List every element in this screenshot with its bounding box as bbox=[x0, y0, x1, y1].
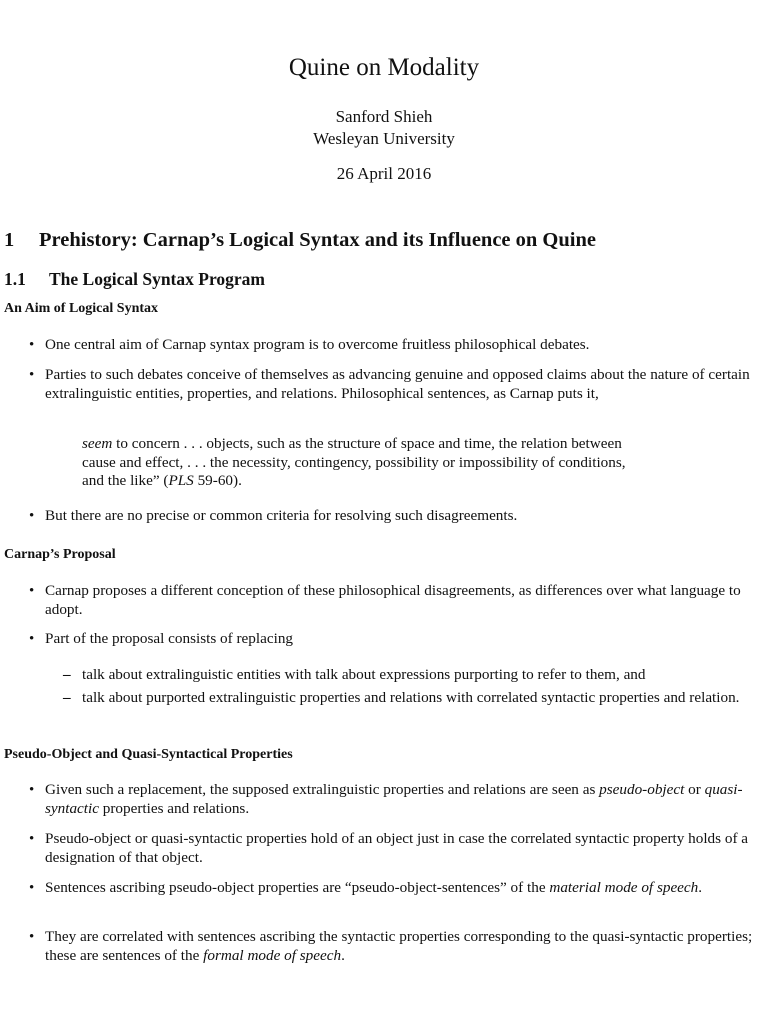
list-item bbox=[29, 507, 761, 526]
sub-list-item-text: talk about purported extralinguistic properties and relations with correlated syntactic properties and relation. bbox=[82, 689, 740, 706]
list-item-text: Pseudo-object or quasi-syntactic properties hold of an object just in case the correlated syntactic property holds of a designation of that object. bbox=[45, 830, 749, 866]
bullet-icon: • bbox=[29, 929, 35, 945]
list-item-text: They are correlated with sentences ascribing the syntactic properties corresponding to the quasi-syntactic properties; these are sentences of the formal mode of speech. bbox=[45, 928, 753, 964]
dash-icon: – bbox=[63, 666, 71, 683]
list-item-text: Given such a replacement, the supposed extralinguistic properties and relations are seen as pseudo-object or quasi-syntactic properties and relations. bbox=[45, 781, 743, 817]
bullet-icon: • bbox=[29, 631, 35, 647]
list-item bbox=[29, 630, 761, 649]
section-heading bbox=[4, 229, 596, 252]
section-number: 1 bbox=[4, 229, 15, 251]
list-item bbox=[29, 781, 761, 818]
list-item-text: One central aim of Carnap syntax program is to overcome fruitless philosophical debates. bbox=[45, 336, 590, 353]
list-item-text: But there are no precise or common criteria for resolving such disagreements. bbox=[45, 507, 518, 524]
quote-line: seem to concern . . . objects, such as the structure of space and time, the relation between bbox=[82, 435, 622, 452]
list-item-text: Sentences ascribing pseudo-object properties are “pseudo-object-sentences” of the material mode of speech. bbox=[45, 879, 703, 896]
subsection-title: The Logical Syntax Program bbox=[49, 269, 265, 289]
bullet-icon: • bbox=[29, 880, 35, 896]
sub-list-item-text: talk about extralinguistic entities with talk about expressions purporting to refer to them, and bbox=[82, 666, 646, 683]
quote-emphasis: seem bbox=[82, 435, 113, 452]
list-item-text: Part of the proposal consists of replacing bbox=[45, 630, 294, 647]
paragraph-heading-aim: An Aim of Logical Syntax bbox=[4, 301, 159, 316]
block-quote bbox=[82, 435, 742, 491]
document-title: Quine on Modality bbox=[288, 54, 480, 81]
list-item-text: Parties to such debates conceive of themselves as advancing genuine and opposed claims about the nature of certain extralinguistic entities, properties, and relations. Philosophical sentences, as Carnap puts it, bbox=[45, 366, 750, 402]
sub-list-item bbox=[63, 666, 762, 685]
bullet-icon: • bbox=[29, 831, 35, 847]
list-item bbox=[29, 366, 761, 403]
list-item bbox=[29, 879, 761, 898]
paragraph-heading-proposal: Carnap’s Proposal bbox=[4, 547, 116, 562]
bullet-icon: • bbox=[29, 508, 35, 524]
bullet-icon: • bbox=[29, 367, 35, 383]
dash-icon: – bbox=[63, 689, 71, 706]
sub-list-item bbox=[63, 689, 762, 708]
author-affiliation: Wesleyan University bbox=[313, 129, 455, 148]
list-item bbox=[29, 582, 761, 619]
section-title: Prehistory: Carnap’s Logical Syntax and its Influence on Quine bbox=[39, 229, 596, 251]
list-item bbox=[29, 336, 761, 355]
quote-line: and the like” (PLS 59-60). bbox=[82, 472, 242, 489]
subsection-heading bbox=[4, 269, 265, 290]
bullet-icon: • bbox=[29, 337, 35, 353]
quote-citation: PLS bbox=[168, 472, 194, 489]
author-name: Sanford Shieh bbox=[335, 107, 433, 126]
quote-line: cause and effect, . . . the necessity, contingency, possibility or impossibility of conditions, bbox=[82, 453, 626, 471]
document-date: 26 April 2016 bbox=[336, 164, 432, 183]
list-item-text: Carnap proposes a different conception of these philosophical disagreements, as differences over what language to adopt. bbox=[45, 582, 741, 618]
bullet-icon: • bbox=[29, 782, 35, 798]
list-item bbox=[29, 928, 761, 965]
bullet-icon: • bbox=[29, 583, 35, 599]
list-item bbox=[29, 830, 761, 867]
paragraph-heading-pseudo: Pseudo-Object and Quasi-Syntactical Properties bbox=[4, 747, 293, 762]
subsection-number: 1.1 bbox=[4, 269, 26, 289]
